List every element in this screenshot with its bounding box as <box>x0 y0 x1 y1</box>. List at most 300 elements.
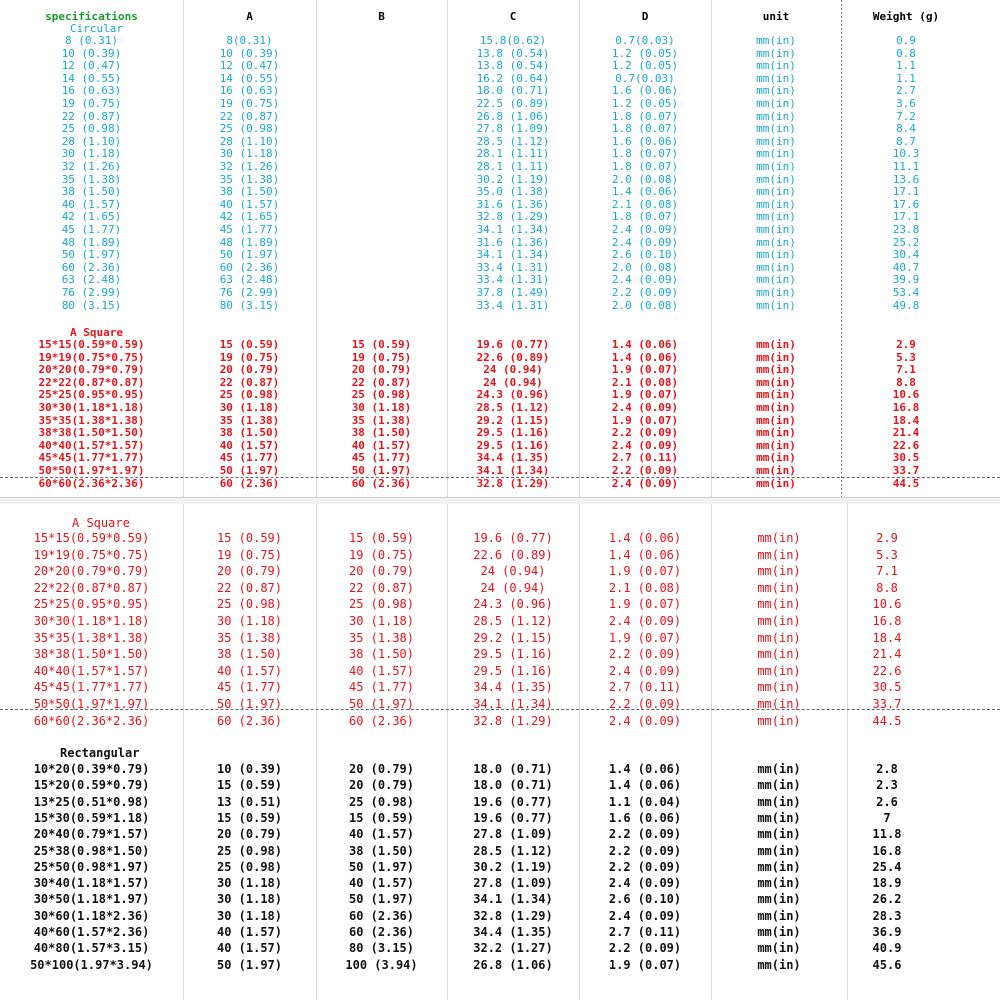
cell-d: 2.4 (0.09) <box>611 438 679 452</box>
cell-weight: 2.7 <box>896 84 916 98</box>
cell-b: 60 (2.36) <box>348 908 415 923</box>
table-row <box>0 859 1000 875</box>
cell-d: 2.1 (0.08) <box>611 375 679 389</box>
cell-b: 45 (1.77) <box>351 451 412 465</box>
cell-c: 18.0 (0.71) <box>473 778 553 793</box>
cell-c: 35.0 (1.38) <box>476 185 550 199</box>
table-row <box>0 563 1000 580</box>
cell-c: 32.2 (1.27) <box>473 941 553 956</box>
cell-a: 28 (1.10) <box>219 134 280 148</box>
table-row <box>0 924 1000 940</box>
cell-b: 40 (1.57) <box>351 438 412 452</box>
cell-d: 2.4 (0.09) <box>611 235 679 249</box>
cell-spec: 40*60(1.57*2.36) <box>33 925 150 939</box>
cell-d: 2.4 (0.09) <box>608 663 682 678</box>
cell-b: 30 (1.18) <box>348 614 415 628</box>
cell-b: 35 (1.38) <box>351 413 412 427</box>
header-a: A <box>246 10 253 23</box>
cell-c: 32.8 (1.29) <box>476 476 550 490</box>
cell-weight: 16.8 <box>872 843 902 858</box>
cell-c: 19.6 (0.77) <box>473 794 553 809</box>
cell-unit: mm(in) <box>757 876 801 891</box>
cell-a: 16 (0.63) <box>219 84 280 98</box>
cell-d: 1.9 (0.07) <box>608 564 682 579</box>
cell-c: 29.5 (1.16) <box>473 647 553 662</box>
cell-a: 42 (1.65) <box>219 210 280 224</box>
cell-weight: 16.8 <box>872 614 902 628</box>
cell-d: 1.6 (0.06) <box>608 810 682 825</box>
cell-unit: mm(in) <box>757 925 801 939</box>
cell-unit: mm(in) <box>756 122 796 136</box>
cell-spec: 30*60(1.18*2.36) <box>33 908 150 923</box>
cell-spec: 45*45(1.77*1.77) <box>38 451 145 465</box>
table-row <box>0 60 1000 73</box>
cell-d: 2.2 (0.09) <box>608 941 682 956</box>
cell-spec: 80 (3.15) <box>61 298 122 312</box>
cell-a: 60 (2.36) <box>216 713 283 728</box>
cell-a: 38 (1.50) <box>216 647 283 662</box>
cell-unit: mm(in) <box>756 438 796 452</box>
cell-spec: 22*22(0.87*0.87) <box>38 375 145 389</box>
table-row <box>0 957 1000 973</box>
cell-a: 45 (1.77) <box>219 223 280 236</box>
cell-a: 25 (0.98) <box>216 843 283 858</box>
cell-weight: 40.9 <box>872 941 902 956</box>
cell-c: 18.0 (0.71) <box>473 762 553 776</box>
cell-spec: 15*15(0.59*0.59) <box>38 338 145 351</box>
cell-b: 40 (1.57) <box>348 663 415 678</box>
cell-unit: mm(in) <box>756 235 796 249</box>
cell-c: 31.6 (1.36) <box>476 235 550 249</box>
cell-a: 22 (0.87) <box>219 375 280 389</box>
cell-weight: 30.4 <box>892 248 920 262</box>
cell-a: 35 (1.38) <box>219 413 280 427</box>
cell-spec: 30*50(1.18*1.97) <box>33 892 150 907</box>
cell-unit: mm(in) <box>757 663 801 678</box>
cell-a: 38 (1.50) <box>219 426 280 440</box>
cell-b: 20 (0.79) <box>348 778 415 793</box>
cell-weight: 2.8 <box>876 762 898 776</box>
cell-d: 1.4 (0.06) <box>611 350 679 364</box>
cell-d: 2.4 (0.09) <box>608 614 682 628</box>
table-row <box>0 596 1000 613</box>
cell-weight: 7.1 <box>876 564 898 579</box>
cell-spec: 35*35(1.38*1.38) <box>33 630 150 645</box>
cell-spec: 60*60(2.36*2.36) <box>38 476 145 490</box>
cell-a: 63 (2.48) <box>219 273 280 287</box>
cell-weight: 17.1 <box>892 185 920 199</box>
cell-c: 29.5 (1.16) <box>473 663 553 678</box>
cell-d: 1.9 (0.07) <box>608 957 682 972</box>
cell-unit: mm(in) <box>756 260 796 274</box>
header-d: D <box>641 10 649 23</box>
cell-d: 0.7(0.03) <box>615 34 675 47</box>
cell-unit: mm(in) <box>757 630 801 645</box>
cell-weight: 11.1 <box>892 160 920 173</box>
table-row <box>0 679 1000 696</box>
cell-spec: 16 (0.63) <box>61 84 122 98</box>
cell-a: 12 (0.47) <box>219 59 280 73</box>
cell-c: 34.1 (1.34) <box>476 248 550 262</box>
cell-spec: 28 (1.10) <box>61 134 122 148</box>
table-row <box>0 908 1000 924</box>
cell-weight: 25.4 <box>872 859 902 874</box>
cell-spec: 14 (0.55) <box>61 71 122 85</box>
cell-weight: 17.6 <box>892 197 920 211</box>
cell-spec: 25*25(0.95*0.95) <box>33 597 150 612</box>
cell-d: 1.8 (0.07) <box>611 210 679 224</box>
cell-a: 40 (1.57) <box>219 438 280 452</box>
cell-c: 32.8 (1.29) <box>476 210 550 224</box>
cell-spec: 30*30(1.18*1.18) <box>33 614 150 628</box>
cell-spec: 30*40(1.18*1.57) <box>33 876 150 891</box>
header-unit: unit <box>762 10 790 23</box>
cell-d: 2.4 (0.09) <box>608 908 682 923</box>
cell-a: 40 (1.57) <box>216 663 283 678</box>
cell-a: 14 (0.55) <box>219 71 280 85</box>
cell-a: 80 (3.15) <box>219 298 280 312</box>
table-row <box>0 123 1000 136</box>
cell-d: 2.4 (0.09) <box>611 401 679 414</box>
cell-c: 28.5 (1.12) <box>473 843 553 858</box>
cell-spec: 25*25(0.95*0.95) <box>38 388 145 402</box>
cell-weight: 3.6 <box>896 97 916 110</box>
cell-weight: 11.8 <box>872 827 902 842</box>
cell-d: 2.2 (0.09) <box>608 859 682 874</box>
cell-spec: 45*45(1.77*1.77) <box>33 680 150 695</box>
cell-d: 2.2 (0.09) <box>608 827 682 842</box>
cell-c: 34.1 (1.34) <box>473 697 553 711</box>
table-row <box>0 891 1000 907</box>
cell-a: 60 (2.36) <box>219 260 280 274</box>
cell-c: 31.6 (1.36) <box>476 197 550 211</box>
cell-unit: mm(in) <box>757 941 801 956</box>
cell-c: 24 (0.94) <box>483 363 543 377</box>
cell-weight: 10.3 <box>892 147 920 161</box>
cell-unit: mm(in) <box>756 350 796 364</box>
cell-c: 29.5 (1.16) <box>476 426 550 440</box>
cell-a: 40 (1.57) <box>216 941 283 956</box>
cell-d: 2.4 (0.09) <box>611 223 679 236</box>
cell-d: 1.4 (0.06) <box>608 547 682 562</box>
cell-spec: 15*15(0.59*0.59) <box>33 531 150 545</box>
cell-b: 40 (1.57) <box>348 876 415 891</box>
cell-weight: 28.3 <box>872 908 902 923</box>
cell-weight: 7 <box>883 810 891 825</box>
cell-a: 76 (2.99) <box>219 286 280 299</box>
cell-c: 22.6 (0.89) <box>476 350 550 364</box>
table-row <box>0 663 1000 680</box>
cell-weight: 7.2 <box>896 109 916 123</box>
cell-unit: mm(in) <box>757 827 801 842</box>
cell-spec: 40*80(1.57*3.15) <box>33 941 150 956</box>
cell-weight: 26.2 <box>872 892 902 907</box>
cell-unit: mm(in) <box>757 778 801 793</box>
cell-c: 33.4 (1.31) <box>476 260 550 274</box>
cell-spec: 60 (2.36) <box>61 260 122 274</box>
cell-spec: 22 (0.87) <box>61 109 122 123</box>
cell-weight: 10.6 <box>892 388 920 402</box>
table-row <box>0 826 1000 842</box>
cell-weight: 36.9 <box>872 925 902 939</box>
cell-spec: 38*38(1.50*1.50) <box>38 426 145 440</box>
cell-spec: 10 (0.39) <box>61 46 122 60</box>
cell-a: 22 (0.87) <box>219 109 280 123</box>
cell-d: 1.4 (0.06) <box>608 778 682 793</box>
cell-b: 50 (1.97) <box>348 697 415 711</box>
cell-d: 2.4 (0.09) <box>608 713 682 728</box>
cell-b: 22 (0.87) <box>348 580 415 595</box>
cell-spec: 40*40(1.57*1.57) <box>38 438 145 452</box>
cell-unit: mm(in) <box>757 647 801 662</box>
cell-unit: mm(in) <box>756 185 796 199</box>
table-row <box>0 613 1000 630</box>
table-row <box>0 696 1000 713</box>
cell-c: 24.3 (0.96) <box>476 388 550 402</box>
cell-weight: 44.5 <box>872 713 902 728</box>
header-b: B <box>378 10 385 23</box>
cell-weight: 25.2 <box>892 235 920 249</box>
cell-weight: 39.9 <box>892 273 920 287</box>
cell-c: 28.5 (1.12) <box>473 614 553 628</box>
top-sheet <box>0 0 1000 497</box>
cell-unit: mm(in) <box>756 223 796 236</box>
cell-spec: 48 (1.89) <box>61 235 122 249</box>
cell-a: 30 (1.18) <box>216 908 283 923</box>
square-title-top: A Square <box>70 326 123 339</box>
cell-d: 2.2 (0.09) <box>608 843 682 858</box>
cell-spec: 19*19(0.75*0.75) <box>38 350 145 364</box>
cell-d: 1.9 (0.07) <box>611 388 679 402</box>
cell-a: 30 (1.18) <box>219 401 280 414</box>
cell-d: 2.2 (0.09) <box>611 286 679 299</box>
cell-a: 20 (0.79) <box>219 363 280 377</box>
cell-unit: mm(in) <box>757 859 801 874</box>
cell-c: 27.8 (1.09) <box>473 876 553 891</box>
cell-a: 19 (0.75) <box>219 97 280 110</box>
cell-unit: mm(in) <box>756 338 796 351</box>
cell-unit: mm(in) <box>756 147 796 161</box>
cell-spec: 20*40(0.79*1.57) <box>33 827 150 842</box>
cell-spec: 8 (0.31) <box>65 34 118 47</box>
cell-spec: 35*35(1.38*1.38) <box>38 413 145 427</box>
dotted-separator-bottom <box>0 709 1000 710</box>
cell-spec: 76 (2.99) <box>61 286 122 299</box>
cell-weight: 21.4 <box>872 647 902 662</box>
cell-a: 20 (0.79) <box>216 827 283 842</box>
cell-c: 28.5 (1.12) <box>476 401 550 414</box>
cell-weight: 13.6 <box>892 172 920 186</box>
cell-unit: mm(in) <box>756 84 796 98</box>
cell-weight: 22.6 <box>892 438 920 452</box>
cell-unit: mm(in) <box>757 564 801 579</box>
cell-unit: mm(in) <box>756 286 796 299</box>
cell-spec: 32 (1.26) <box>61 160 122 173</box>
cell-weight: 30.5 <box>892 451 920 465</box>
cell-spec: 15*30(0.59*1.18) <box>33 810 150 825</box>
cell-a: 50 (1.97) <box>219 248 280 262</box>
cell-unit: mm(in) <box>756 109 796 123</box>
cell-unit: mm(in) <box>756 71 796 85</box>
cell-a: 38 (1.50) <box>219 185 280 199</box>
cell-unit: mm(in) <box>756 401 796 414</box>
cell-weight: 16.8 <box>892 401 920 414</box>
cell-a: 40 (1.57) <box>216 925 283 939</box>
cell-d: 1.9 (0.07) <box>608 630 682 645</box>
cell-unit: mm(in) <box>757 580 801 595</box>
cell-unit: mm(in) <box>756 273 796 287</box>
table-row <box>0 364 1000 377</box>
cell-b: 100 (3.94) <box>345 957 418 972</box>
cell-a: 48 (1.89) <box>219 235 280 249</box>
cell-d: 1.2 (0.05) <box>611 59 679 73</box>
dotted-separator-top <box>0 477 1000 478</box>
cell-c: 13.8 (0.54) <box>476 59 550 73</box>
cell-spec: 20*20(0.79*0.79) <box>38 363 145 377</box>
cell-d: 2.4 (0.09) <box>611 476 679 490</box>
cell-d: 1.9 (0.07) <box>611 413 679 427</box>
cell-d: 1.8 (0.07) <box>611 109 679 123</box>
cell-a: 40 (1.57) <box>219 197 280 211</box>
cell-weight: 22.6 <box>872 663 902 678</box>
table-row <box>0 547 1000 564</box>
cell-c: 32.8 (1.29) <box>473 713 553 728</box>
cell-weight: 44.5 <box>892 476 920 490</box>
cell-unit: mm(in) <box>756 451 796 465</box>
cell-c: 28.5 (1.12) <box>476 134 550 148</box>
table-row <box>0 98 1000 111</box>
cell-c: 33.4 (1.31) <box>476 298 550 312</box>
cell-c: 13.8 (0.54) <box>476 46 550 60</box>
cell-weight: 5.3 <box>896 350 916 364</box>
cell-b: 25 (0.98) <box>348 597 415 612</box>
cell-c: 34.4 (1.35) <box>473 925 553 939</box>
cell-d: 1.1 (0.04) <box>608 794 682 809</box>
cell-unit: mm(in) <box>756 476 796 490</box>
cell-c: 34.1 (1.34) <box>476 223 550 236</box>
cell-weight: 18.9 <box>872 876 902 891</box>
cell-a: 30 (1.18) <box>216 614 283 628</box>
header-weight: Weight (g) <box>872 10 940 23</box>
cell-a: 32 (1.26) <box>219 160 280 173</box>
cell-weight: 2.9 <box>876 531 898 545</box>
cell-b: 40 (1.57) <box>348 827 415 842</box>
cell-c: 28.1 (1.11) <box>476 160 550 173</box>
cell-unit: mm(in) <box>757 680 801 695</box>
cell-weight: 23.8 <box>892 223 920 236</box>
bottom-sheet <box>0 504 1000 1000</box>
table-row <box>0 630 1000 647</box>
cell-unit: mm(in) <box>756 298 796 312</box>
cell-spec: 19 (0.75) <box>61 97 122 110</box>
cell-spec: 25*38(0.98*1.50) <box>33 843 150 858</box>
cell-unit: mm(in) <box>756 464 796 477</box>
cell-spec: 20*20(0.79*0.79) <box>33 564 150 579</box>
cell-weight: 33.7 <box>892 464 920 477</box>
cell-unit: mm(in) <box>757 614 801 628</box>
cell-weight: 45.6 <box>872 957 902 972</box>
cell-a: 15 (0.59) <box>216 778 283 793</box>
cell-d: 2.2 (0.09) <box>608 647 682 662</box>
cell-spec: 42 (1.65) <box>61 210 122 224</box>
cell-a: 10 (0.39) <box>219 46 280 60</box>
cell-unit: mm(in) <box>757 762 801 776</box>
cell-spec: 19*19(0.75*0.75) <box>33 547 150 562</box>
cell-b: 60 (2.36) <box>348 713 415 728</box>
cell-c: 19.6 (0.77) <box>473 531 553 545</box>
cell-a: 35 (1.38) <box>216 630 283 645</box>
cell-weight: 10.6 <box>872 597 902 612</box>
cell-unit: mm(in) <box>757 531 801 545</box>
cell-a: 50 (1.97) <box>219 464 280 477</box>
cell-c: 29.2 (1.15) <box>476 413 550 427</box>
cell-weight: 1.1 <box>896 71 916 85</box>
cell-unit: mm(in) <box>756 46 796 60</box>
cell-weight: 33.7 <box>872 697 902 711</box>
cell-c: 37.8 (1.49) <box>476 286 550 299</box>
cell-c: 29.2 (1.15) <box>473 630 553 645</box>
cell-c: 18.0 (0.71) <box>476 84 550 98</box>
table-row <box>0 339 1000 352</box>
cell-c: 24.3 (0.96) <box>473 597 553 612</box>
cell-unit: mm(in) <box>757 957 801 972</box>
cell-b: 25 (0.98) <box>351 388 412 402</box>
cell-spec: 25 (0.98) <box>61 122 122 136</box>
table-row <box>0 249 1000 262</box>
header-specifications: specifications <box>45 10 138 23</box>
cell-b: 50 (1.97) <box>351 464 412 477</box>
cell-unit: mm(in) <box>756 363 796 377</box>
cell-spec: 13*25(0.51*0.98) <box>33 794 150 809</box>
cell-spec: 10*20(0.39*0.79) <box>33 762 150 776</box>
cell-c: 30.2 (1.19) <box>473 859 553 874</box>
cell-spec: 22*22(0.87*0.87) <box>33 580 150 595</box>
cell-weight: 5.3 <box>876 547 898 562</box>
cell-c: 30.2 (1.19) <box>476 172 550 186</box>
cell-c: 27.8 (1.09) <box>473 827 553 842</box>
cell-d: 2.2 (0.09) <box>611 426 679 440</box>
table-row <box>0 35 1000 48</box>
cell-c: 19.6 (0.77) <box>473 810 553 825</box>
cell-unit: mm(in) <box>756 34 796 47</box>
table-row <box>0 465 1000 478</box>
cell-weight: 53.4 <box>892 286 920 299</box>
table-row <box>0 161 1000 174</box>
cell-d: 1.9 (0.07) <box>608 597 682 612</box>
table-row <box>0 402 1000 415</box>
cell-unit: mm(in) <box>757 843 801 858</box>
cell-d: 2.7 (0.11) <box>611 451 679 465</box>
table-row <box>0 810 1000 826</box>
cell-b: 30 (1.18) <box>351 401 412 414</box>
cell-unit: mm(in) <box>756 375 796 389</box>
cell-c: 15.8(0.62) <box>479 34 547 47</box>
cell-b: 19 (0.75) <box>351 350 412 364</box>
cell-a: 15 (0.59) <box>216 531 283 545</box>
cell-b: 15 (0.59) <box>348 810 415 825</box>
top-strip <box>0 0 1000 8</box>
cell-a: 50 (1.97) <box>216 957 283 972</box>
cell-a: 19 (0.75) <box>219 350 280 364</box>
cell-unit: mm(in) <box>757 597 801 612</box>
cell-weight: 2.3 <box>876 778 898 793</box>
cell-a: 50 (1.97) <box>216 697 283 711</box>
cell-spec: 40 (1.57) <box>61 197 122 211</box>
cell-c: 34.1 (1.34) <box>473 892 553 907</box>
cell-c: 22.6 (0.89) <box>473 547 553 562</box>
cell-spec: 30 (1.18) <box>61 147 122 161</box>
table-row <box>0 646 1000 663</box>
